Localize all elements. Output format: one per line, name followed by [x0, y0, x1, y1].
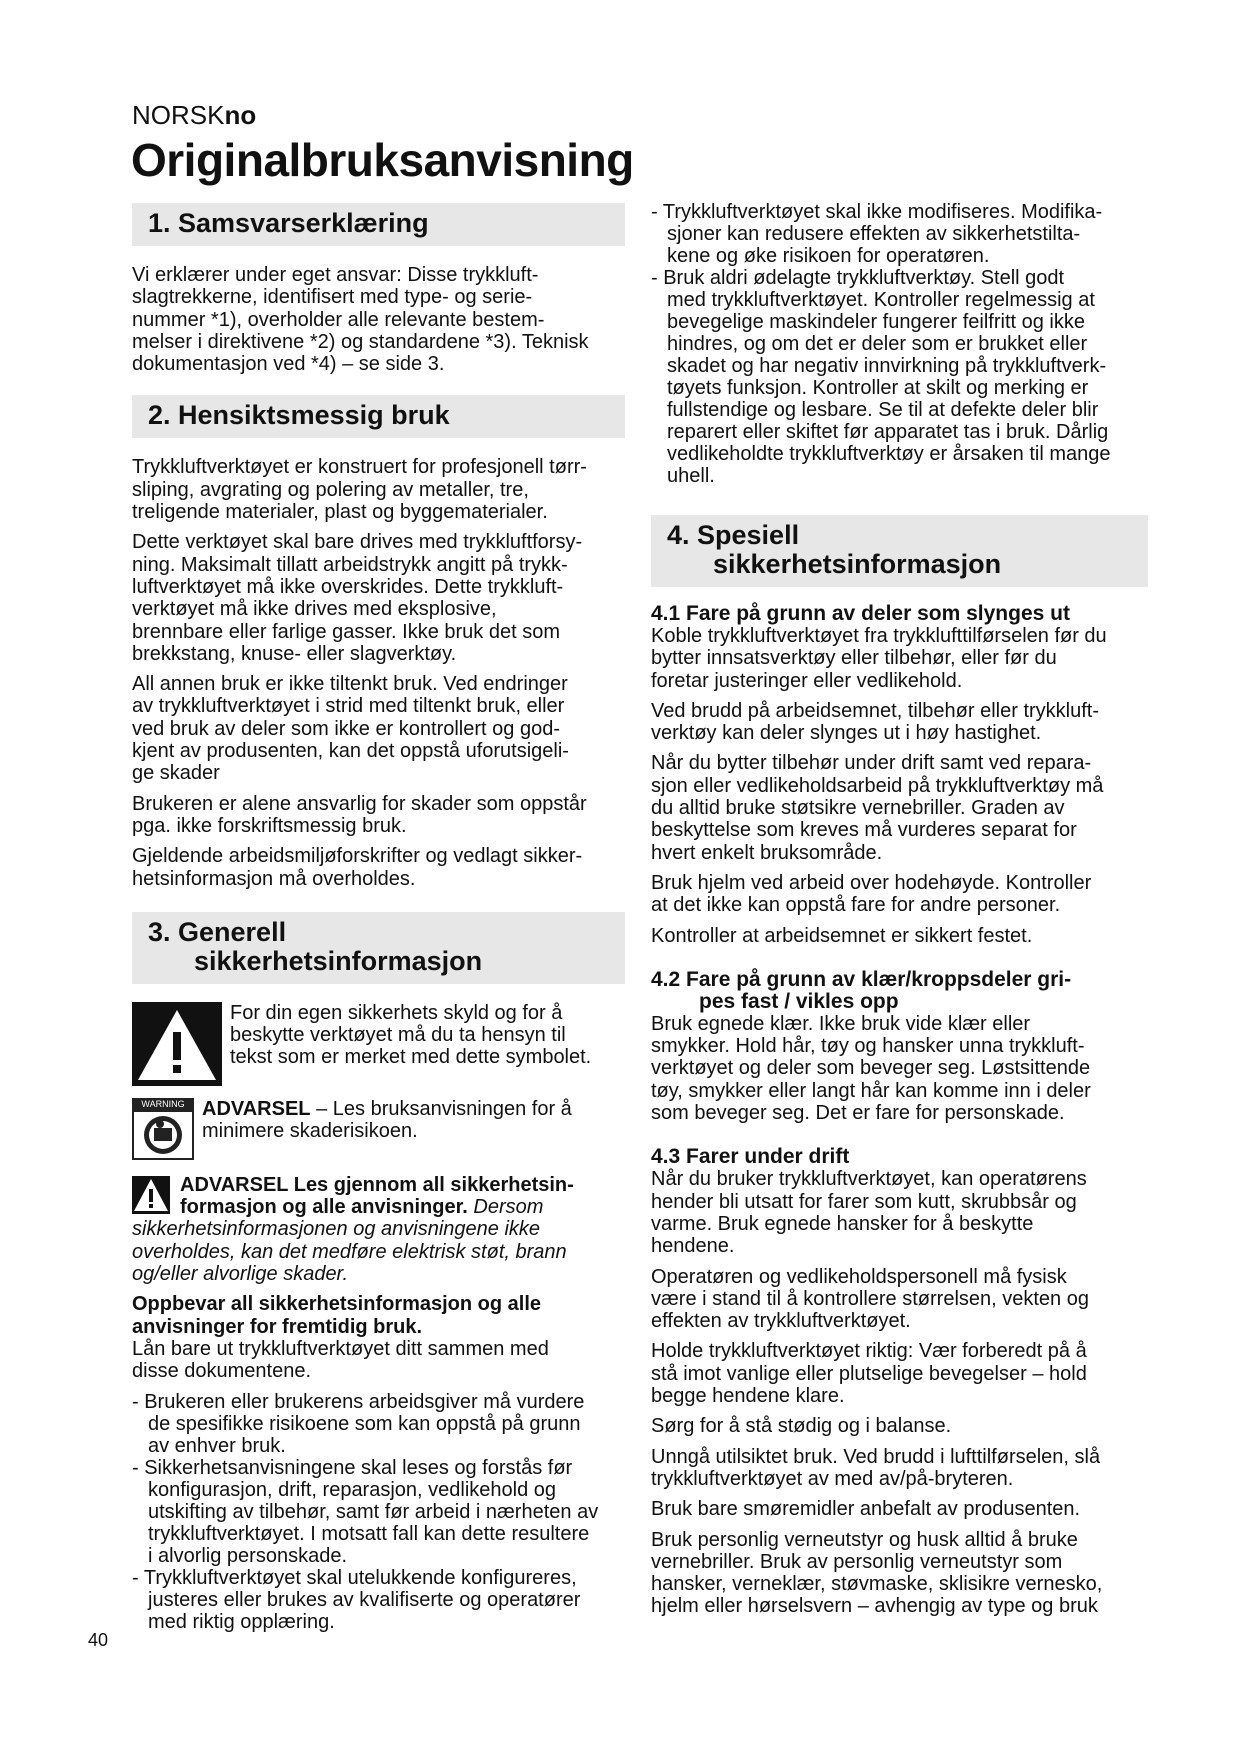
paragraph: Ved brudd på arbeidsemnet, tilbehør eller trykkluft- verktøy kan deler slynges ut i høy hastighet.	[651, 699, 1099, 745]
subsection-4-1-heading: 4.1 Fare på grunn av deler som slynges ut	[651, 602, 1070, 625]
read-manual-warning: WARNING ADVARSEL – Les bruksanvisningen for å minimere skaderisikoen.	[132, 1098, 625, 1160]
subsection-4-2-heading: 4.2 Fare på grunn av klær/kroppsdeler gri- pes fast / vikles opp	[651, 967, 1072, 1013]
safety-symbol-note: For din egen sikkerhets skyld og for å beskytte verktøyet må du ta hensyn til tekst som er merket med dette symbolet.	[132, 1002, 625, 1086]
paragraph: Bruk personlig verneutstyr og husk alltid å bruke vernebriller. Bruk av personlig verneutstyr som hansker, verneklær, støvmaske, sklisikre vernesko, hjelm eller hørselsvern – avhengig av type og bruk	[651, 1528, 1103, 1618]
warning-triangle-icon	[132, 1002, 222, 1086]
paragraph: Når du bruker trykkluftverktøyet, kan operatørens hender bli utsatt for farer som kutt, skrubbsår og varme. Bruk egnede hansker for å beskytte hendene.	[651, 1168, 1087, 1258]
list-item: - Trykkluftverktøyet skal ikke modifiseres. Modifika- sjoner kan redusere effekten av sikkerhetstilta- kene og øke risikoen for operatøren.	[651, 201, 1103, 267]
list-item: - Sikkerhetsanvisningene skal leses og forstås før konfigurasjon, drift, reparasjon, vedlikehold og utskifting av tilbehør, samt før arbeid i nærheten av trykkluftverktøyet. I motsatt fall kan dette resultere i alvorlig personskade.	[132, 1456, 599, 1567]
read-all-warning: ADVARSEL Les gjennom all sikkerhetsin- formasjon og alle anvisninger. Dersom sikkerhetsinformasjonen og anvisningene ikke overholdes, kan det medføre elektrisk støt, brann og/eller alvorlige skader.	[132, 1173, 574, 1286]
section-2-heading: 2. Hensiktsmessig bruk	[132, 395, 625, 438]
subsection-4-3-heading: 4.3 Farer under drift	[651, 1145, 850, 1169]
page-title: Originalbruksanvisning	[131, 134, 634, 186]
section-1-body: Vi erklærer under eget ansvar: Disse trykkluft- slagtrekkerne, identifisert med type- og serie- nummer *1), overholder alle relevante bestem- melser i direktivene *2) og standardene *3). Teknisk dokumentasjon ved *4) – se side 3.	[132, 264, 589, 376]
small-warning-triangle-icon	[132, 1176, 170, 1214]
paragraph: Kontroller at arbeidsemnet er sikkert festet.	[651, 924, 1033, 947]
paragraph: Koble trykkluftverktøyet fra trykklufttilførselen før du bytter innsatsverktøy eller tilbehør, eller før du foretar justeringer eller vedlikehold.	[651, 625, 1107, 692]
paragraph: Sørg for å stå stødig og i balanse.	[651, 1415, 952, 1438]
section-4-heading: 4. Spesiell sikkerhetsinformasjon	[651, 515, 1148, 587]
paragraph: Trykkluftverktøyet er konstruert for profesjonell tørr- sliping, avgrating og polering av metaller, tre, treligende materialer, plast og byggematerialer.	[132, 456, 587, 524]
paragraph: Bruk egnede klær. Ikke bruk vide klær eller smykker. Hold hår, tøy og hansker unna trykkluft- verktøyet og deler som beveger seg. Løstsittende tøy, smykker eller langt hår kan komme inn i deler som beveger seg. Det er fare for personskade.	[651, 1012, 1091, 1125]
keep-instructions: Oppbevar all sikkerhetsinformasjon og alle anvisninger for fremtidig bruk. Lån bare ut trykkluftverktøyet ditt sammen med disse dokumentene.	[132, 1293, 549, 1383]
paragraph: Når du bytter tilbehør under drift samt ved repara- sjon eller vedlikeholdsarbeid på trykkluftverktøy må du alltid bruke støtsikre vernebriller. Graden av beskyttelse som kreves må vurderes separat for hvert enkelt bruksområde.	[651, 752, 1104, 864]
paragraph: Brukeren er alene ansvarlig for skader som oppstår pga. ikke forskriftsmessig bruk.	[132, 792, 587, 837]
page-number: 40	[88, 1630, 109, 1650]
paragraph: Unngå utilsiktet bruk. Ved brudd i lufttilførselen, slå trykkluftverktøyet av med av/på-bryteren.	[651, 1445, 1101, 1490]
paragraph: Holde trykkluftverktøyet riktig: Vær forberedt på å stå imot vanlige eller plutselige bevegelser – hold begge hendene klare.	[651, 1340, 1087, 1408]
paragraph: All annen bruk er ikke tiltenkt bruk. Ved endringer av trykkluftverktøyet i strid med tiltenkt bruk, eller ved bruk av deler som ikke er kontrollert og god- kjent av produsenten, kan det oppstå uforutsigeli- ge skader	[132, 673, 569, 785]
paragraph: Gjeldende arbeidsmiljøforskrifter og vedlagt sikker- hetsinformasjon må overholdes.	[132, 845, 583, 890]
paragraph: Dette verktøyet skal bare drives med trykkluftforsy- ning. Maksimalt tillatt arbeidstrykk angitt på trykk- luftverktøyet må ikke overskrides. Dette trykkluft- verktøyet må ikke drives med eksplosive, brennbare eller farlige gasser. Ikke bruk det som brekkstang, knuse- eller slagverktøy.	[132, 531, 583, 665]
paragraph: Operatøren og vedlikeholdspersonell må fysisk være i stand til å kontrollere størrelsen, vekten og effekten av trykkluftverktøyet.	[651, 1265, 1089, 1333]
paragraph: Bruk hjelm ved arbeid over hodehøyde. Kontroller at det ikke kan oppstå fare for andre personer.	[651, 871, 1092, 917]
section-1-heading: 1. Samsvarserklæring	[132, 203, 625, 246]
section-3-heading: 3. Generell sikkerhetsinformasjon	[132, 912, 625, 984]
language-label: NORSKno	[132, 100, 257, 130]
list-item: - Brukeren eller brukerens arbeidsgiver må vurdere de spesifikke risikoene som kan oppstå på grunn av enhver bruk.	[132, 1390, 585, 1457]
read-manual-icon: WARNING	[132, 1098, 194, 1160]
list-item: - Trykkluftverktøyet skal utelukkende konfigureres, justeres eller brukes av kvalifiserte og operatører med riktig opplæring.	[132, 1566, 581, 1633]
left-column	[132, 203, 625, 1633]
right-column	[651, 201, 1148, 1618]
list-item: - Bruk aldri ødelagte trykkluftverktøy. Stell godt med trykkluftverktøyet. Kontroller regelmessig at bevegelige maskindeler fungerer feilfritt og ikke hindres, og om det er deler som er brukket eller skadet og har negativ innvirkning på trykkluftverk- tøyets funksjon. Kontroller at skilt og merking er fullstendige og lesbare. Se til at defekte deler blir reparert eller skiftet før apparatet tas i bruk. Dårlig vedlikeholdte trykkluftverktøy er årsaken til mange uhell.	[651, 267, 1111, 487]
paragraph: Bruk bare smøremidler anbefalt av produsenten.	[651, 1498, 1081, 1521]
